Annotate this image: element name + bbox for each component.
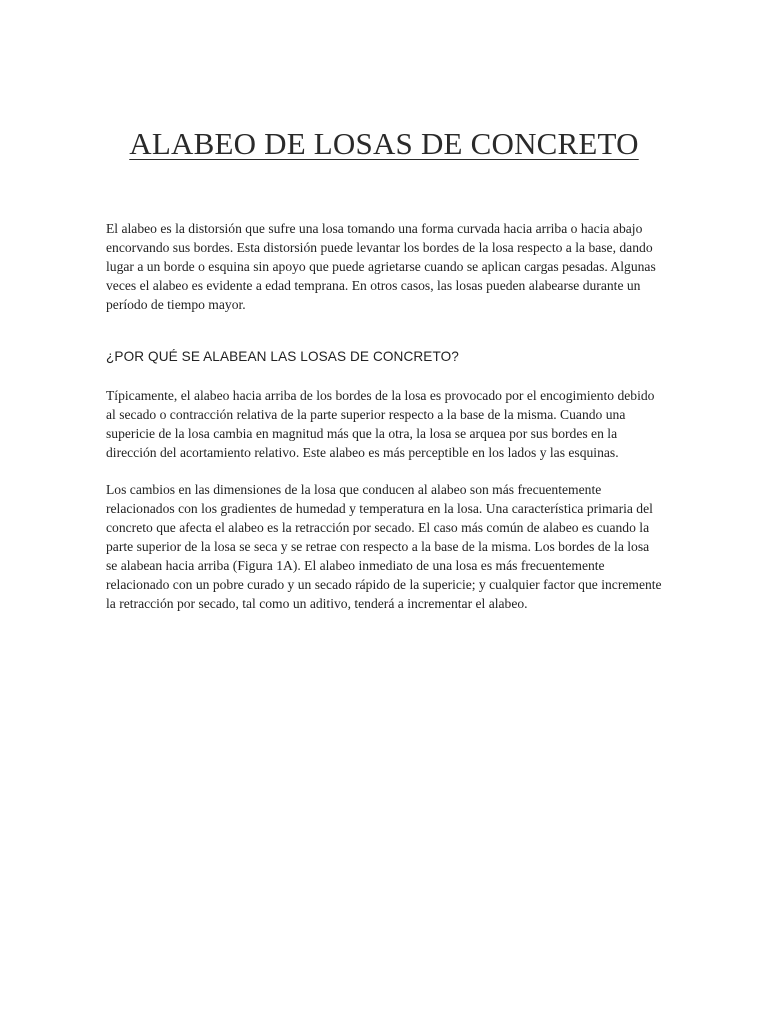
paragraph-intro: El alabeo es la distorsión que sufre una losa tomando una forma curvada hacia arriba o hacia abajo encorvando sus bordes. Esta distorsión puede levantar los bordes de la losa respecto a la base, dando lugar a un borde o esquina sin apoyo que puede agrietarse cuando se aplican cargas pesadas. Algunas veces el alabeo es evidente a edad temprana. En otros casos, las losas pueden alabearse durante un período de tiempo mayor. bbox=[106, 221, 656, 312]
paragraph-dimensions: Los cambios en las dimensiones de la losa que conducen al alabeo son más frecuentemente relacionados con los gradientes de humedad y temperatura en la losa. Una característica primaria del concreto que afecta el alabeo es la retracción por secado. El caso más común de alabeo es cuando la parte superior de la losa se seca y se retrae con respecto a la base de la misma. Los bordes de la losa se alabean hacia arriba (Figura 1A). El alabeo inmediato de una losa es más frecuentemente relacionado con un pobre curado y un secado rápido de la supericie; y cualquier factor que incremente la retracción por secado, tal como un aditivo, tenderá a incrementar el alabeo. bbox=[106, 482, 662, 611]
section-heading: ¿POR QUÉ SE ALABEAN LAS LOSAS DE CONCRETO? bbox=[106, 349, 459, 364]
page-title bbox=[0, 126, 768, 162]
paragraph-cause: Típicamente, el alabeo hacia arriba de los bordes de la losa es provocado por el encogimiento debido al secado o contracción relativa de la parte superior respecto a la base de la misma. Cuando una supericie de la losa cambia en magnitud más que la otra, la losa se arquea por sus bordes en la dirección del acortamiento relativo. Este alabeo es más perceptible en los lados y las esquinas. bbox=[106, 388, 655, 460]
page-title-text: ALABEO DE LOSAS DE CONCRETO bbox=[129, 126, 639, 161]
